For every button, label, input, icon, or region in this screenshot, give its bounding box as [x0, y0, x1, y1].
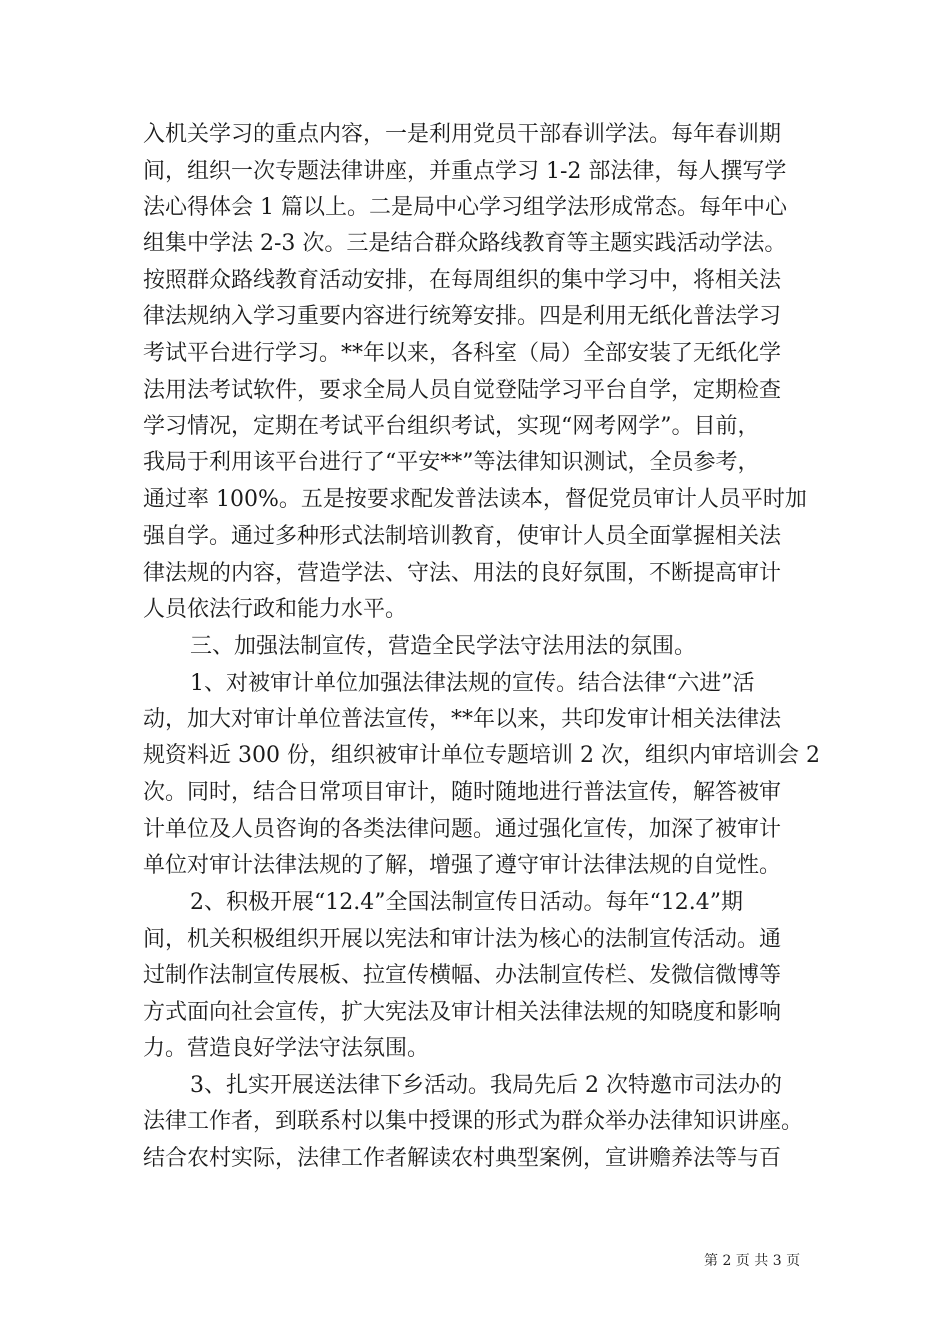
text-line: 方式面向社会宣传，扩大宪法及审计相关法律法规的知晓度和影响	[143, 1000, 782, 1025]
text-line: 2、积极开展“12.4”全国法制宣传日活动。每年“12.4”期	[190, 890, 743, 915]
text-line: 按照群众路线教育活动安排，在每周组织的集中学习中，将相关法	[143, 268, 782, 293]
text-line: 学习情况，定期在考试平台组织考试，实现“网考网学”。目前，	[143, 414, 760, 439]
text-line: 次。同时，结合日常项目审计，随时随地进行普法宣传，解答被审	[143, 780, 782, 805]
text-line: 间，组织一次专题法律讲座，并重点学习 1-2 部法律，每人撰写学	[143, 159, 787, 184]
text-line: 间，机关积极组织开展以宪法和审计法为核心的法制宣传活动。通	[143, 927, 782, 952]
text-line: 律法规纳入学习重要内容进行统筹安排。四是利用无纸化普法学习	[143, 304, 782, 329]
text-line: 过制作法制宣传展板、拉宣传横幅、办法制宣传栏、发微信微博等	[143, 963, 782, 988]
text-line: 结合农村实际，法律工作者解读农村典型案例，宣讲赡养法等与百	[143, 1146, 782, 1171]
text-line: 法律工作者，到联系村以集中授课的形式为群众举办法律知识讲座。	[143, 1109, 804, 1134]
text-line: 法心得体会 1 篇以上。二是局中心学习组学法形成常态。每年中心	[143, 195, 787, 220]
text-line: 人员依法行政和能力水平。	[143, 597, 408, 622]
text-line: 计单位及人员咨询的各类法律问题。通过强化宣传，加深了被审计	[143, 817, 782, 842]
text-line: 强自学。通过多种形式法制培训教育，使审计人员全面掌握相关法	[143, 524, 782, 549]
text-line: 单位对审计法律法规的了解，增强了遵守审计法律法规的自觉性。	[143, 853, 782, 878]
text-line: 3、扎实开展送法律下乡活动。我局先后 2 次特邀市司法办的	[190, 1073, 782, 1098]
text-line: 通过率 100%。五是按要求配发普法读本，督促党员审计人员平时加	[143, 487, 807, 512]
text-line: 我局于利用该平台进行了“平安**”等法律知识测试，全员参考，	[143, 450, 760, 475]
text-line: 考试平台进行学习。**年以来，各科室（局）全部安装了无纸化学	[143, 341, 782, 366]
page-number: 第 2 页 共 3 页	[704, 1253, 801, 1269]
text-line: 法用法考试软件，要求全局人员自觉登陆学习平台自学，定期检查	[143, 378, 782, 403]
text-line: 律法规的内容，营造学法、守法、用法的良好氛围，不断提高审计	[143, 561, 782, 586]
text-line: 力。营造良好学法守法氛围。	[143, 1036, 430, 1061]
text-line: 规资料近 300 份，组织被审计单位专题培训 2 次，组织内审培训会 2	[143, 743, 820, 768]
section-heading: 三、加强法制宣传，营造全民学法守法用法的氛围。	[190, 634, 697, 659]
text-line: 1、对被审计单位加强法律法规的宣传。结合法律“六进”活	[190, 671, 755, 696]
text-line: 动，加大对审计单位普法宣传，**年以来，共印发审计相关法律法	[143, 707, 782, 732]
text-line: 入机关学习的重点内容，一是利用党员干部春训学法。每年春训期	[143, 122, 782, 147]
text-line: 组集中学法 2-3 次。三是结合群众路线教育等主题实践活动学法。	[143, 231, 787, 256]
